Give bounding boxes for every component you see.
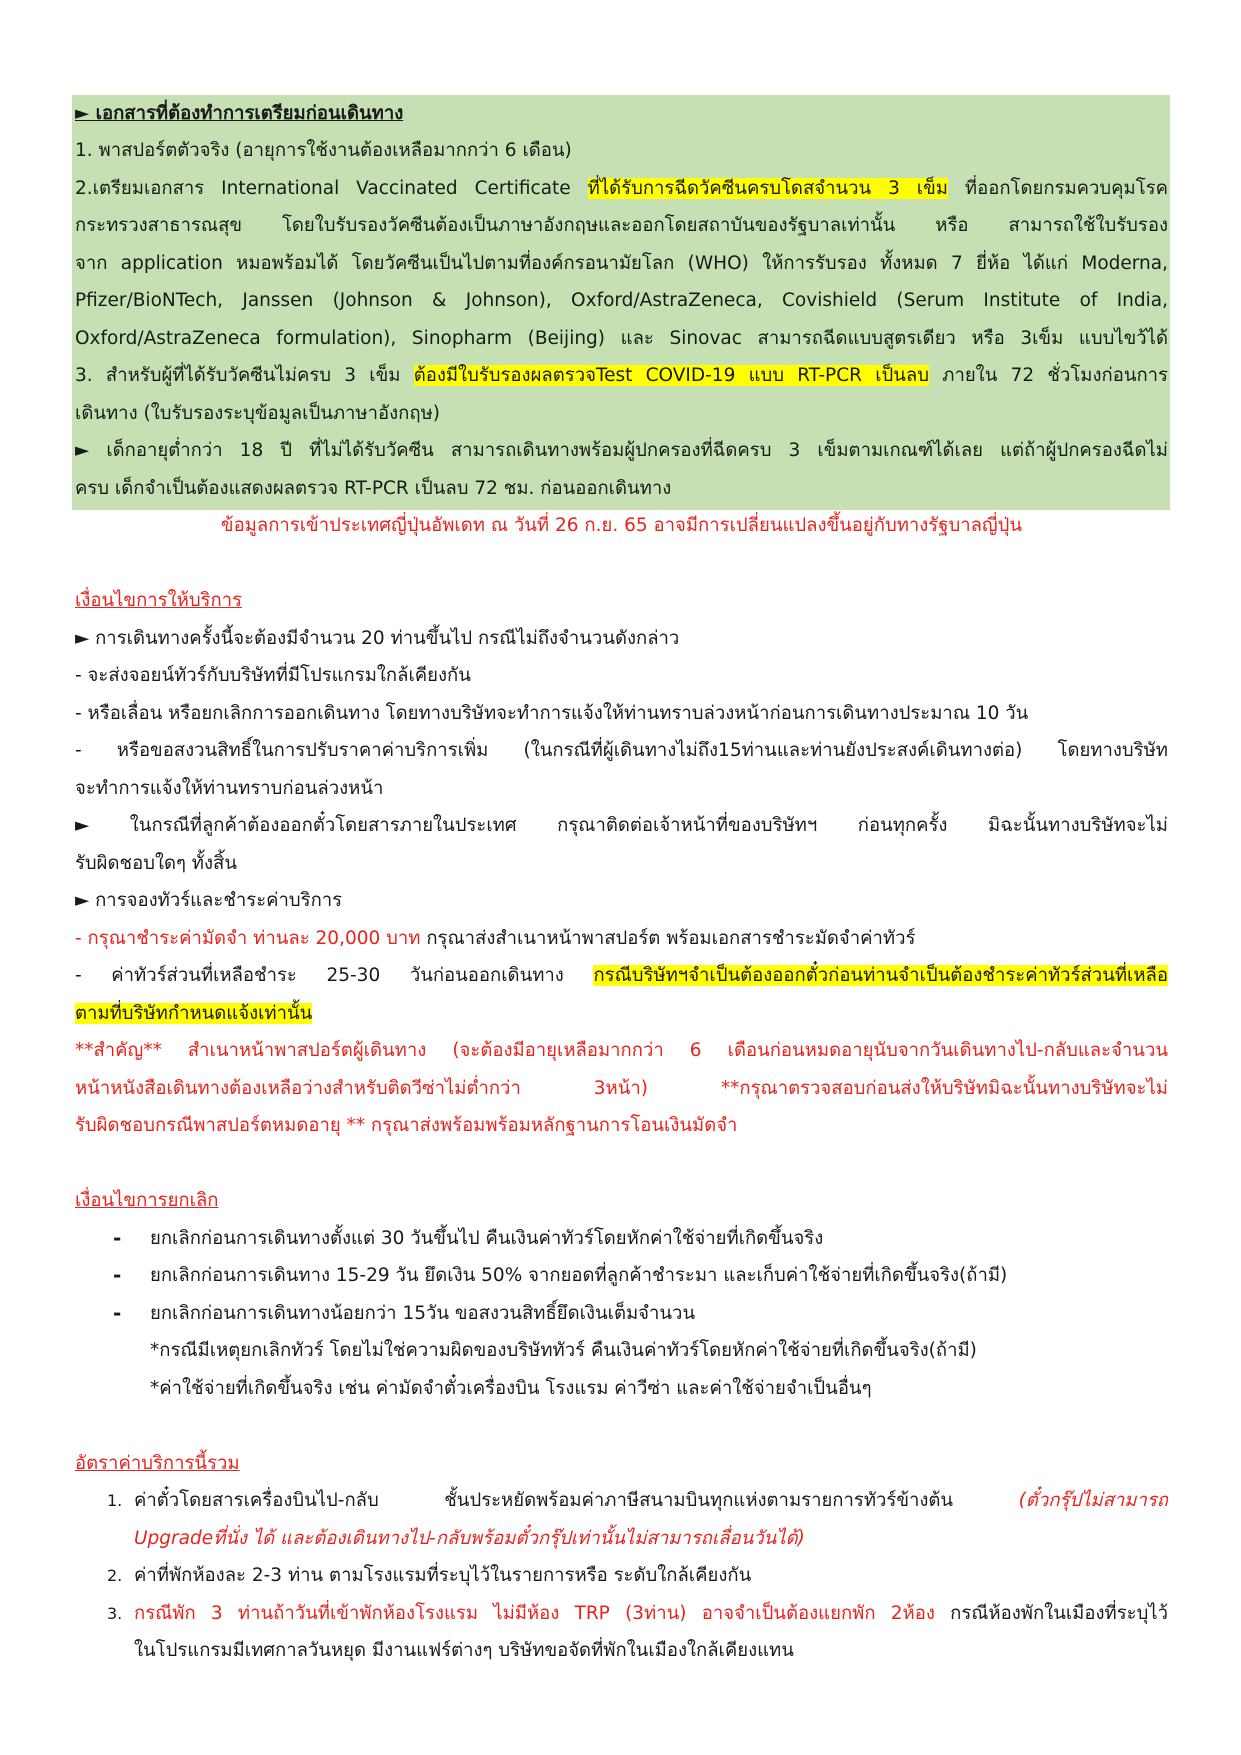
cancel-line: ยกเลิกก่อนการเดินทาง 15-29 วัน ยึดเงิน 50% จากยอดที่ลูกค้าชำระมา และเก็บค่าใช้จ่ายที่เกิดขึ้นจริง(ถ้ามี) bbox=[150, 1265, 1008, 1286]
bullet-dash: - bbox=[113, 1263, 122, 1287]
service-line: - ค่าทัวร์ส่วนที่เหลือชำระ 25-30 วันก่อนออกเดินทาง กรณีบริษัทฯจำเป็นต้องออกตั๋วก่อนท่านจำเป็นต้องชำระค่าทัวร์ส่วนที่เหลือ bbox=[75, 965, 1168, 986]
requirement-line: 2.เตรียมเอกสาร International Vaccinated Certificate ที่ได้รับการฉีดวัคซีนครบโดสจำนวน 3 เข็ม ที่ออกโดยกรมควบคุมโรค bbox=[75, 178, 1168, 199]
rates-note: (ตั๋วกรุ๊ปไม่สามารถ bbox=[1018, 1490, 1168, 1511]
cancel-line: ยกเลิกก่อนการเดินทางน้อยกว่า 15วัน ขอสงวนสิทธิ์ยึดเงินเต็มจำนวน bbox=[150, 1303, 696, 1324]
rates-heading: อัตราค่าบริการนี้รวม bbox=[75, 1453, 240, 1474]
rates-line: ในโปรแกรมมีเทศกาลวันหยุด มีงานแฟร์ต่างๆ บริษัทขอจัดที่พักในเมืองใกล้เคียงแทน bbox=[134, 1640, 794, 1661]
update-note: ข้อมูลการเข้าประเทศญี่ปุ่นอัพเดท ณ วันที่ 26 ก.ย. 65 อาจมีการเปลี่ยนแปลงขึ้นอยู่กับทางรัฐบาลญี่ปุ่น bbox=[220, 515, 1023, 536]
bullet-dash: - bbox=[113, 1301, 122, 1325]
service-heading: เงื่อนไขการให้บริการ bbox=[75, 590, 243, 611]
service-line: รับผิดชอบใดๆ ทั้งสิ้น bbox=[75, 853, 237, 874]
requirement-line: ► เด็กอายุต่ำกว่า 18 ปี ที่ไม่ได้รับวัคซีน สามารถเดินทางพร้อมผู้ปกครองที่ฉีดครบ 3 เข็มตามเกณฑ์ได้เลย แต่ถ้าผู้ปกครองฉีดไม่ bbox=[75, 440, 1168, 461]
highlight-text: กรณีบริษัทฯจำเป็นต้องออกตั๋วก่อนท่านจำเป็นต้องชำระค่าทัวร์ส่วนที่เหลือ bbox=[593, 965, 1168, 986]
requirement-line: เดินทาง (ใบรับรองระบุข้อมูลเป็นภาษาอังกฤษ) bbox=[75, 403, 440, 424]
requirement-line: Pfizer/BioNTech, Janssen (Johnson & Johnson), Oxford/AstraZeneca, Covishield (Serum Institute of India, bbox=[75, 290, 1168, 311]
service-line: ► การเดินทางครั้งนี้จะต้องมีจำนวน 20 ท่านขึ้นไป กรณีไม่ถึงจำนวนดังกล่าว bbox=[75, 628, 680, 649]
cancel-line: ยกเลิกก่อนการเดินทางตั้งแต่ 30 วันขึ้นไป คืนเงินค่าทัวร์โดยหักค่าใช้จ่ายที่เกิดขึ้นจริง bbox=[150, 1228, 824, 1249]
service-line: ► การจองทัวร์และชำระค่าบริการ bbox=[75, 890, 343, 911]
service-important-line: รับผิดชอบกรณีพาสปอร์ตหมดอายุ ** กรุณาส่งพร้อมพร้อมหลักฐานการโอนเงินมัดจำ bbox=[75, 1115, 738, 1136]
cancel-note: *กรณีมีเหตุยกเลิกทัวร์ โดยไม่ใช่ความผิดของบริษัททัวร์ คืนเงินค่าทัวร์โดยหักค่าใช้จ่ายที่เกิดขึ้นจริง(ถ้ามี) bbox=[150, 1340, 977, 1361]
highlight-text: ต้องมีใบรับรองผลตรวจTest COVID-19 แบบ RT-PCR เป็นลบ bbox=[413, 365, 930, 386]
rates-line: ค่าตั๋วโดยสารเครื่องบินไป-กลับ ชั้นประหยัดพร้อมค่าภาษีสนามบินทุกแห่งตามรายการทัวร์ข้างต้น (ตั๋วกรุ๊ปไม่สามารถ bbox=[134, 1490, 1168, 1511]
list-number: 1. bbox=[107, 1491, 123, 1510]
rates-line: ค่าที่พักห้องละ 2-3 ท่าน ตามโรงแรมที่ระบุไว้ในรายการหรือ ระดับใกล้เคียงกัน bbox=[134, 1565, 752, 1586]
service-line: - จะส่งจอยน์ทัวร์กับบริษัทที่มีโปรแกรมใกล้เคียงกัน bbox=[75, 665, 471, 686]
rates-line: กรณีพัก 3 ท่านถ้าวันที่เข้าพักห้องโรงแรม ไม่มีห้อง TRP (3ท่าน) อาจจำเป็นต้องแยกพัก 2ห้อง กรณีห้องพักในเมืองที่ระบุไว้ bbox=[134, 1603, 1168, 1624]
requirement-line: 1. พาสปอร์ตตัวจริง (อายุการใช้งานต้องเหลือมากกว่า 6 เดือน) bbox=[75, 140, 572, 161]
requirement-line: จาก application หมอพร้อมได้ โดยวัคซีนเป็นไปตามที่องค์กรอนามัยโลก (WHO) ให้การรับรอง ทั้งหมด 7 ยี่ห้อ ได้แก่ Moderna, bbox=[75, 253, 1168, 274]
deposit-text: - กรุณาชำระค่ามัดจำ ท่านละ 20,000 บาท bbox=[75, 928, 421, 949]
service-line: ► ในกรณีที่ลูกค้าต้องออกตั๋วโดยสารภายในประเทศ กรุณาติดต่อเจ้าหน้าที่ของบริษัทฯ ก่อนทุกครั้ง มิฉะนั้นทางบริษัทจะไม่ bbox=[75, 815, 1168, 836]
cancel-heading: เงื่อนไขการยกเลิก bbox=[75, 1190, 219, 1211]
service-line: - กรุณาชำระค่ามัดจำ ท่านละ 20,000 บาท กรุณาส่งสำเนาหน้าพาสปอร์ต พร้อมเอกสารชำระมัดจำค่าทัวร์ bbox=[75, 928, 916, 949]
requirements-heading: ► เอกสารที่ต้องทำการเตรียมก่อนเดินทาง bbox=[75, 103, 404, 124]
requirement-line: Oxford/AstraZeneca formulation), Sinopharm (Beijing) และ Sinovac สามารถฉีดแบบสูตรเดียว หรือ 3เข็ม แบบไขว้ได้ bbox=[75, 328, 1168, 349]
rates-warning: กรณีพัก 3 ท่านถ้าวันที่เข้าพักห้องโรงแรม ไม่มีห้อง TRP (3ท่าน) อาจจำเป็นต้องแยกพัก 2ห้อง bbox=[134, 1603, 935, 1624]
bullet-dash: - bbox=[113, 1226, 122, 1250]
rates-note: Upgradeที่นั่ง ได้ และต้องเดินทางไป-กลับพร้อมตั๋วกรุ๊ปเท่านั้นไม่สามารถเลื่อนวันได้) bbox=[134, 1528, 805, 1549]
service-line: - หรือเลื่อน หรือยกเลิกการออกเดินทาง โดยทางบริษัทจะทำการแจ้งให้ท่านทราบล่วงหน้าก่อนการเดินทางประมาณ 10 วัน bbox=[75, 703, 1029, 724]
service-line: - หรือขอสงวนสิทธิ์ในการปรับราคาค่าบริการเพิ่ม (ในกรณีที่ผู้เดินทางไม่ถึง15ท่านและท่านยังประสงค์เดินทางต่อ) โดยทางบริษัท bbox=[75, 740, 1168, 761]
service-important-line: หน้าหนังสือเดินทางต้องเหลือว่างสำหรับติดวีซ่าไม่ต่ำกว่า 3หน้า) **กรุณาตรวจสอบก่อนส่งให้บริษัทมิฉะนั้นทางบริษัทจะไม่ bbox=[75, 1078, 1168, 1099]
requirement-line: 3. สำหรับผู้ที่ได้รับวัคซีนไม่ครบ 3 เข็ม ต้องมีใบรับรองผลตรวจTest COVID-19 แบบ RT-PCR เป็นลบ ภายใน 72 ชั่วโมงก่อนการ bbox=[75, 365, 1168, 386]
requirement-line: กระทรวงสาธารณสุข โดยใบรับรองวัคซีนต้องเป็นภาษาอังกฤษและออกโดยสถาบันของรัฐบาลเท่านั้น หรือ สามารถใช้ใบรับรอง bbox=[75, 215, 1168, 236]
highlight-text: ที่ได้รับการฉีดวัคซีนครบโดสจำนวน 3 เข็ม bbox=[587, 178, 948, 199]
service-important-line: **สำคัญ** สำเนาหน้าพาสปอร์ตผู้เดินทาง (จะต้องมีอายุเหลือมากกว่า 6 เดือนก่อนหมดอายุนับจากวันเดินทางไป-กลับและจำนวน bbox=[75, 1040, 1168, 1061]
list-number: 3. bbox=[107, 1604, 123, 1623]
requirement-line: ครบ เด็กจำเป็นต้องแสดงผลตรวจ RT-PCR เป็นลบ 72 ชม. ก่อนออกเดินทาง bbox=[75, 478, 672, 499]
cancel-note: *ค่าใช้จ่ายที่เกิดขึ้นจริง เช่น ค่ามัดจำตั๋วเครื่องบิน โรงแรม ค่าวีซ่า และค่าใช้จ่ายจำเป็นอื่นๆ bbox=[150, 1378, 872, 1399]
highlight-text: ตามที่บริษัทกำหนดแจ้งเท่านั้น bbox=[75, 1003, 313, 1024]
service-line bbox=[75, 995, 1168, 1032]
service-line: จะทำการแจ้งให้ท่านทราบก่อนล่วงหน้า bbox=[75, 778, 384, 799]
list-number: 2. bbox=[107, 1566, 123, 1585]
